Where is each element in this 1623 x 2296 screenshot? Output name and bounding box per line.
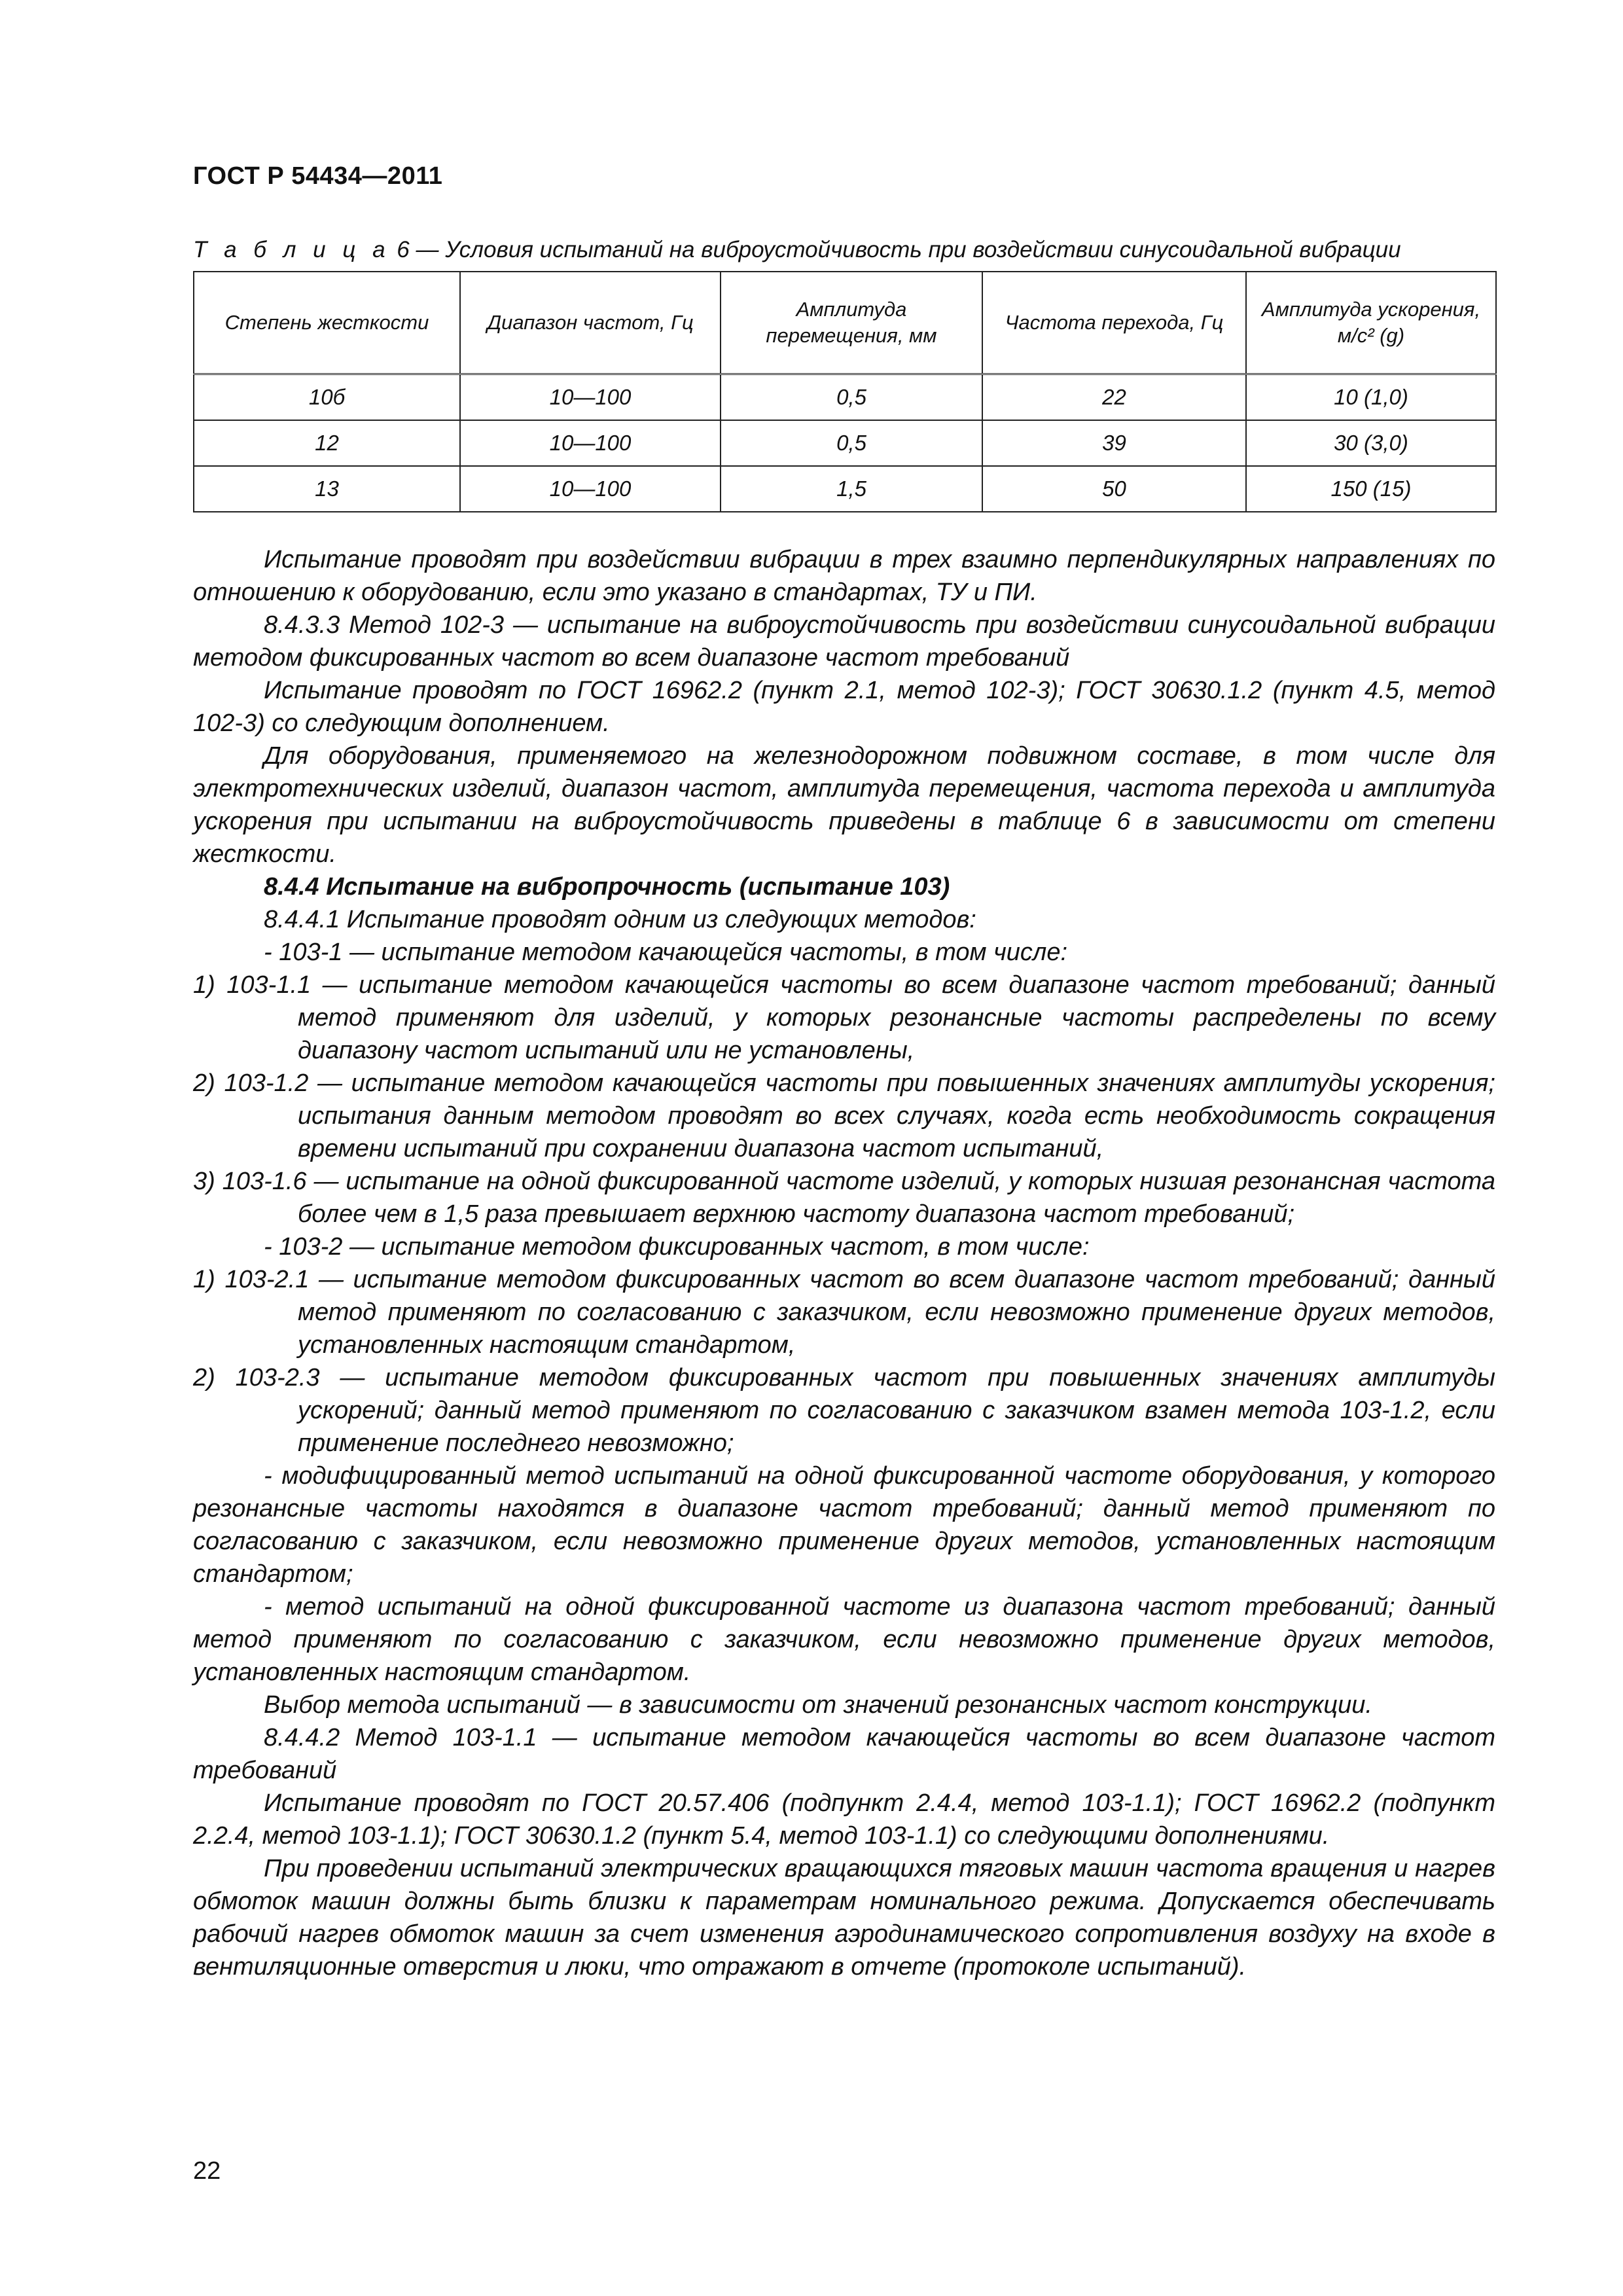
column-header: Частота перехода, Гц bbox=[982, 272, 1246, 374]
paragraph: 8.4.4.2 Метод 103-1.1 — испытание методом качающейся частоты во всем диапазоне частот требований bbox=[193, 1724, 1495, 1784]
table-cell: 22 bbox=[982, 374, 1246, 421]
table-cell: 12 bbox=[194, 420, 460, 466]
table-cell: 10—100 bbox=[460, 420, 721, 466]
table-cell: 50 bbox=[982, 466, 1246, 512]
column-header: Амплитуда перемещения, мм bbox=[721, 272, 982, 374]
table-cell: 39 bbox=[982, 420, 1246, 466]
list-item: 2) 103-2.3 — испытание методом фиксированных частот при повышенных значениях амплитуды ускорений; данный метод применяют по согласованию с заказчиком взамен метода 103-1.2, если применение последнего невозможно; bbox=[193, 1364, 1495, 1457]
column-header: Диапазон частот, Гц bbox=[460, 272, 721, 374]
body-text bbox=[193, 543, 1495, 1983]
table-header-row bbox=[194, 272, 1496, 374]
column-header: Амплитуда ускорения, м/с² (g) bbox=[1246, 272, 1496, 374]
list-item: - метод испытаний на одной фиксированной частоте из диапазона частот требований; данный метод применяют по согласованию с заказчиком, если невозможно применение других методов, установленных настоящим стандартом. bbox=[193, 1593, 1495, 1686]
paragraph: Испытание проводят по ГОСТ 20.57.406 (подпункт 2.4.4, метод 103-1.1); ГОСТ 16962.2 (подпункт 2.2.4, метод 103-1.1); ГОСТ 30630.1.2 (пункт 5.4, метод 103-1.1) со следующими дополнениями. bbox=[193, 1789, 1495, 1850]
list-item: 2) 103-1.2 — испытание методом качающейся частоты при повышенных значениях амплитуды ускорения; испытания данным методом проводят во всех случаях, когда есть необходимость сокращения времени испытаний при сохранении диапазона частот испытаний, bbox=[193, 1069, 1495, 1162]
table-cell: 30 (3,0) bbox=[1246, 420, 1496, 466]
table-cell: 0,5 bbox=[721, 374, 982, 421]
paragraph: 8.4.4.1 Испытание проводят одним из следующих методов: bbox=[264, 906, 976, 933]
list-item: - модифицированный метод испытаний на одной фиксированной частоте оборудования, у которого резонансные частоты находятся в диапазоне частот требований; данный метод применяют по согласованию с заказчиком, если невозможно применение других методов, установленных настоящим стандартом; bbox=[193, 1462, 1495, 1588]
paragraph: Для оборудования, применяемого на железнодорожном подвижном составе, в том числе для электротехнических изделий, диапазон частот, амплитуда перемещения, частота перехода и амплитуда ускорения при испытании на виброустойчивость приведены в таблице 6 в зависимости от степени жесткости. bbox=[193, 742, 1495, 868]
vibration-test-table bbox=[193, 271, 1497, 512]
document-header: ГОСТ Р 54434—2011 bbox=[193, 162, 443, 190]
paragraph: 8.4.3.3 Метод 102-3 — испытание на виброустойчивость при воздействии синусоидальной вибрации методом фиксированных частот во всем диапазоне частот требований bbox=[193, 611, 1495, 672]
paragraph: Испытание проводят при воздействии вибрации в трех взаимно перпендикулярных направлениях по отношению к оборудованию, если это указано в стандартах, ТУ и ПИ. bbox=[193, 546, 1495, 606]
paragraph: При проведении испытаний электрических вращающихся тяговых машин частота вращения и нагрев обмоток машин должны быть близки к параметрам номинального режима. Допускается обеспечивать рабочий нагрев обмоток машин за счет изменения аэродинамического сопротивления воздуху на входе в вентиляционные отверстия и люки, что отражают в отчете (протоколе испытаний). bbox=[193, 1855, 1495, 1981]
table-cell: 10—100 bbox=[460, 374, 721, 421]
table-caption bbox=[193, 237, 1495, 263]
table-caption-label: Т а б л и ц а bbox=[193, 237, 391, 262]
table-cell: 0,5 bbox=[721, 420, 982, 466]
table-cell: 10—100 bbox=[460, 466, 721, 512]
list-item: 1) 103-2.1 — испытание методом фиксированных частот во всем диапазоне частот требований; данный метод применяют по согласованию с заказчиком, если невозможно применение других методов, установленных настоящим стандартом, bbox=[193, 1266, 1495, 1359]
table-row bbox=[194, 466, 1496, 512]
column-header: Степень жесткости bbox=[194, 272, 460, 374]
table-row bbox=[194, 420, 1496, 466]
table-cell: 1,5 bbox=[721, 466, 982, 512]
table-row bbox=[194, 374, 1496, 421]
list-item: - 103-1 — испытание методом качающейся частоты, в том числе: bbox=[264, 939, 1068, 966]
table-cell: 150 (15) bbox=[1246, 466, 1496, 512]
list-item: 1) 103-1.1 — испытание методом качающейся частоты во всем диапазоне частот требований; данный метод применяют для изделий, у которых резонансные частоты распределены по всему диапазону частот испытаний или не установлены, bbox=[193, 971, 1495, 1064]
table-cell: 10б bbox=[194, 374, 460, 421]
table-caption-text: 6 — Условия испытаний на виброустойчивость при воздействии синусоидальной вибрации bbox=[390, 237, 1401, 262]
paragraph: Выбор метода испытаний — в зависимости от значений резонансных частот конструкции. bbox=[264, 1691, 1372, 1719]
list-item: 3) 103-1.6 — испытание на одной фиксированной частоте изделий, у которых низшая резонансная частота более чем в 1,5 раза превышает верхнюю частоту диапазона частот требований; bbox=[193, 1168, 1495, 1228]
page-number: 22 bbox=[193, 2157, 221, 2185]
table-cell: 10 (1,0) bbox=[1246, 374, 1496, 421]
table-cell: 13 bbox=[194, 466, 460, 512]
section-heading: 8.4.4 Испытание на вибропрочность (испытание 103) bbox=[264, 873, 950, 901]
paragraph: Испытание проводят по ГОСТ 16962.2 (пункт 2.1, метод 102-3); ГОСТ 30630.1.2 (пункт 4.5, метод 102-3) со следующим дополнением. bbox=[193, 677, 1495, 737]
list-item: - 103-2 — испытание методом фиксированных частот, в том числе: bbox=[264, 1233, 1090, 1261]
